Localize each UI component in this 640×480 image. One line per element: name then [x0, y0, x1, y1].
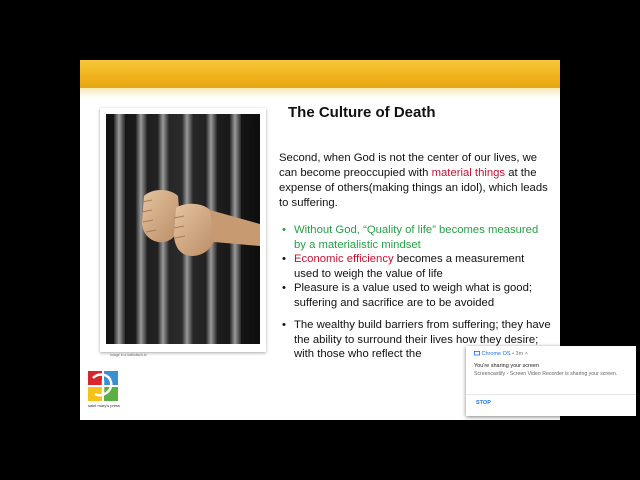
bullet-dot: •	[282, 253, 286, 265]
paragraph-text-1: Second, when God is not the center of our lives, we can become preoccupied with	[279, 152, 538, 179]
bullet-text: The wealthy build barriers from suffering; they have the ability to surround their lives how they desire; with those who reflect the	[294, 319, 551, 360]
prison-bars-photo-frame	[100, 108, 266, 352]
bullet-dot: •	[282, 224, 286, 236]
notification-header	[474, 351, 528, 357]
notification-divider	[466, 394, 636, 395]
bullet-item	[279, 252, 551, 281]
screen-sharing-notification	[466, 346, 636, 416]
slide-header-bar	[80, 60, 560, 88]
notification-app-name: Chrome OS	[481, 351, 511, 357]
bullet-dot: •	[282, 319, 286, 331]
economic-efficiency-highlight: Economic efficiency	[294, 253, 394, 265]
material-things-highlight: material things	[431, 167, 506, 179]
slide-header-fade	[80, 88, 560, 98]
slide-title: The Culture of Death	[288, 104, 436, 121]
logo-text: saint mary's press	[87, 403, 121, 408]
bullet-text: Pleasure is a value used to weigh what is good; suffering and sacrifice are to be avoided	[294, 282, 533, 309]
stop-sharing-button[interactable]: STOP	[476, 400, 491, 406]
bullet-item	[279, 223, 551, 252]
screen-share-icon	[474, 351, 480, 357]
paragraph-text-2: at the expense of others(making things an idol), which leads to suffering.	[279, 167, 548, 209]
bullet-text: Without God, “Quality of life” becomes measured by a materialistic mindset	[294, 224, 539, 251]
prison-bars-photo	[106, 114, 260, 344]
bullet-text: becomes a measurement used to weigh the value of life	[294, 253, 525, 280]
bullet-item	[279, 281, 551, 310]
photo-caption: Image in a katholisch.lo	[110, 353, 147, 357]
notification-title: You're sharing your screen	[474, 363, 540, 369]
bullet-list	[279, 223, 551, 362]
notification-meta[interactable]: • 3m ˄	[510, 351, 528, 357]
intro-paragraph	[279, 151, 551, 211]
notification-body: Screencastify - Screen Video Recorder is sharing your screen.	[474, 371, 618, 377]
bullet-dot: •	[282, 282, 286, 294]
